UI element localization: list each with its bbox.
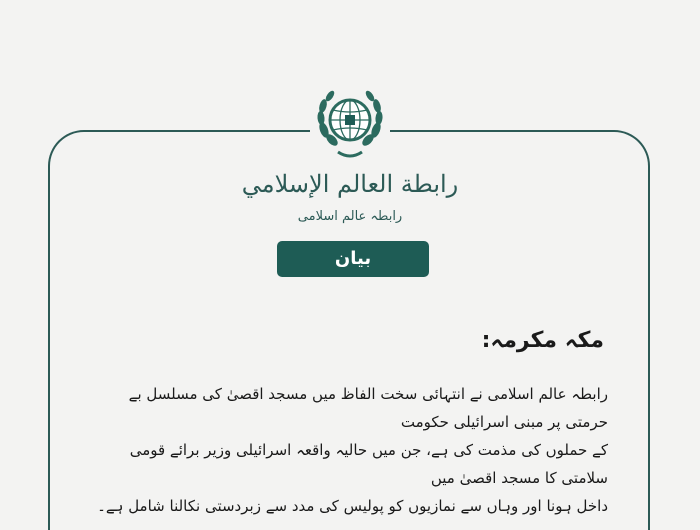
globe-emblem-icon <box>310 86 390 166</box>
statement-line: کے حملوں کی مذمت کی ہے، جن میں حالیہ واقعہ اسرائیلی وزیر برائے قومی سلامتی کا مسجد اقصیٰ میں <box>129 441 608 487</box>
statement-body <box>96 380 608 520</box>
document-type-banner: بیان <box>277 241 429 277</box>
location-heading: مکہ مکرمہ: <box>481 328 604 353</box>
statement-line: داخل ہونا اور وہاں سے نمازیوں کو پولیس کی مدد سے زبردستی نکالنا شامل ہے۔ <box>97 497 608 515</box>
statement-line: رابطہ عالم اسلامی نے انتہائی سخت الفاظ میں مسجد اقصیٰ کی مسلسل بے حرمتی پر مبنی اسرائیلی حکومت <box>128 385 608 431</box>
org-name-arabic: رابطة العالم الإسلامي <box>241 170 459 198</box>
org-name-urdu: رابطہ عالم اسلامی <box>297 209 403 224</box>
